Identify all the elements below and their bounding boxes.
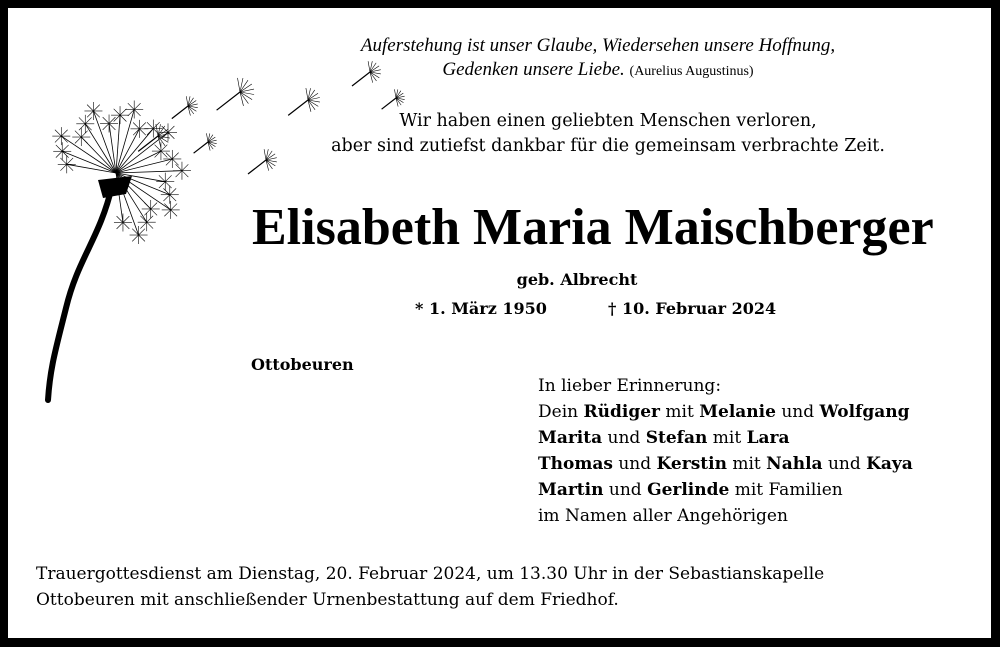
birth-date: * 1. März 1950 <box>415 299 547 318</box>
remembrance-text: und <box>602 428 646 448</box>
remembrance-block <box>538 373 913 529</box>
dandelion-illustration <box>8 8 991 638</box>
place: Ottobeuren <box>251 355 354 374</box>
quote-block <box>278 34 918 84</box>
remembrance-text: im Namen aller Angehörigen <box>538 506 788 526</box>
intro-line-2: aber sind zutiefst dankbar für die gemeinsam verbrachte Zeit. <box>331 136 885 156</box>
remembrance-text: Dein <box>538 402 584 422</box>
remembrance-line <box>538 503 913 529</box>
remembrance-text: und <box>822 454 867 474</box>
family-member-name: Gerlinde <box>647 480 730 500</box>
intro-block <box>268 109 948 159</box>
remembrance-text: und <box>603 480 648 500</box>
family-member-name: Kaya <box>866 454 913 474</box>
remembrance-line <box>538 425 913 451</box>
quote-line-1: Auferstehung ist unser Glaube, Wiedersehen unsere Hoffnung, <box>360 35 836 56</box>
quote-author: (Aurelius Augustinus) <box>629 64 754 79</box>
remembrance-line <box>538 477 913 503</box>
remembrance-text: mit <box>659 402 700 422</box>
deceased-name: Elisabeth Maria Maischberger <box>252 199 934 256</box>
maiden-name: geb. Albrecht <box>516 270 638 289</box>
remembrance-line <box>538 451 913 477</box>
obituary-card <box>8 8 991 638</box>
family-member-name: Nahla <box>766 454 823 474</box>
remembrance-line <box>538 399 913 425</box>
dandelion-seedbase-icon <box>98 176 132 198</box>
intro-line-1: Wir haben einen geliebten Menschen verloren, <box>399 111 817 131</box>
remembrance-heading: In lieber Erinnerung: <box>538 376 722 396</box>
family-member-name: Stefan <box>645 428 708 448</box>
service-info <box>36 561 824 613</box>
family-member-name: Kerstin <box>656 454 727 474</box>
family-member-name: Marita <box>538 428 603 448</box>
service-info-line-2: Ottobeuren mit anschließender Urnenbestattung auf dem Friedhof. <box>36 590 619 610</box>
family-member-name: Thomas <box>538 454 613 474</box>
dandelion-head-icon <box>52 101 191 244</box>
quote-line-2-text: Gedenken unsere Liebe. <box>442 59 625 80</box>
remembrance-text: mit <box>707 428 747 448</box>
remembrance-text: mit <box>726 454 767 474</box>
service-info-line-1: Trauergottesdienst am Dienstag, 20. Februar 2024, um 13.30 Uhr in der Sebastianskapelle <box>36 564 825 584</box>
family-member-name: Martin <box>538 480 604 500</box>
death-date: † 10. Februar 2024 <box>608 299 777 318</box>
remembrance-text: mit Familien <box>729 480 843 500</box>
family-member-name: Melanie <box>699 402 776 422</box>
family-member-name: Rüdiger <box>583 402 660 422</box>
remembrance-text: und <box>612 454 657 474</box>
dandelion-stem-icon <box>48 186 112 400</box>
family-member-name: Wolfgang <box>819 402 910 422</box>
quote-line-2 <box>278 58 918 84</box>
family-member-name: Lara <box>746 428 790 448</box>
remembrance-text: und <box>775 402 820 422</box>
remembrance-lines <box>538 399 913 529</box>
